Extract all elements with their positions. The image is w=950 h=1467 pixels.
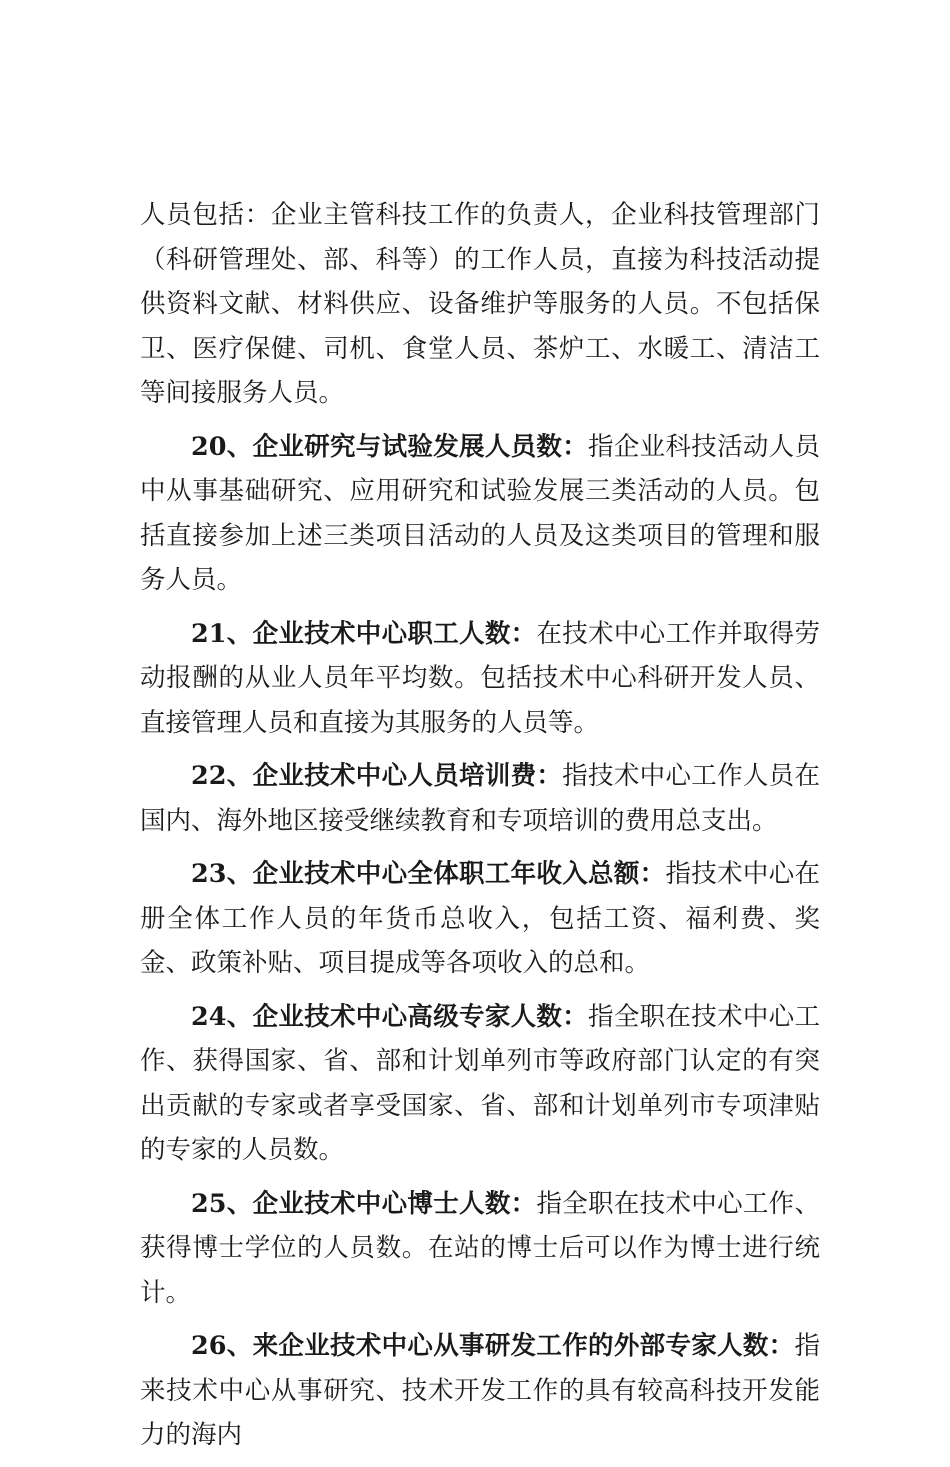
item-definition: 指全职在技术中心工作、获得国家、省、部和计划单列市等政府部门认定的有突出贡献的专家或者享受国家、省、部和计划单列市专项津贴的专家的人员数。 xyxy=(140,1001,820,1165)
item-definition: 在技术中心工作并取得劳动报酬的从业人员年平均数。包括技术中心科研开发人员、直接管理人员和直接为其服务的人员等。 xyxy=(140,618,820,738)
document-page xyxy=(140,193,820,1467)
item-term: 24、企业技术中心高级专家人数： xyxy=(191,1001,589,1032)
item-term: 20、企业研究与试验发展人员数： xyxy=(191,431,589,462)
item-definition: 指技术中心在册全体工作人员的年货币总收入，包括工资、福利费、奖金、政策补贴、项目提成等各项收入的总和。 xyxy=(140,859,820,978)
item-term: 26、来企业技术中心从事研发工作的外部专家人数： xyxy=(191,1331,795,1361)
item-term: 21、企业技术中心职工人数： xyxy=(191,618,537,649)
item-definition: 指全职在技术中心工作、获得博士学位的人员数。在站的博士后可以作为博士进行统计。 xyxy=(140,1188,820,1308)
paragraph-item-21 xyxy=(140,612,820,746)
item-term: 23、企业技术中心全体职工年收入总额： xyxy=(191,859,666,889)
item-definition: 指来技术中心从事研究、技术开发工作的具有较高科技开发能力的海内 xyxy=(140,1331,820,1450)
item-definition: 指技术中心工作人员在国内、海外地区接受继续教育和专项培训的费用总支出。 xyxy=(140,761,820,836)
paragraph-item-23 xyxy=(140,852,820,986)
paragraph-item-26 xyxy=(140,1324,820,1458)
item-term: 22、企业技术中心人员培训费： xyxy=(191,761,563,791)
paragraph-item-20 xyxy=(140,425,820,603)
item-term: 25、企业技术中心博士人数： xyxy=(191,1188,537,1219)
paragraph-item-25 xyxy=(140,1182,820,1316)
paragraph-body: 人员包括：企业主管科技工作的负责人，企业科技管理部门（科研管理处、部、科等）的工作人员，直接为科技活动提供资料文献、材料供应、设备维护等服务的人员。不包括保卫、医疗保健、司机、食堂人员、茶炉工、水暖工、清洁工等间接服务人员。 xyxy=(140,200,820,408)
paragraph-continuation xyxy=(140,193,820,416)
item-definition: 指企业科技活动人员中从事基础研究、应用研究和试验发展三类活动的人员。包括直接参加上述三类项目活动的人员及这类项目的管理和服务人员。 xyxy=(140,431,820,595)
paragraph-item-24 xyxy=(140,995,820,1173)
paragraph-item-22 xyxy=(140,754,820,843)
